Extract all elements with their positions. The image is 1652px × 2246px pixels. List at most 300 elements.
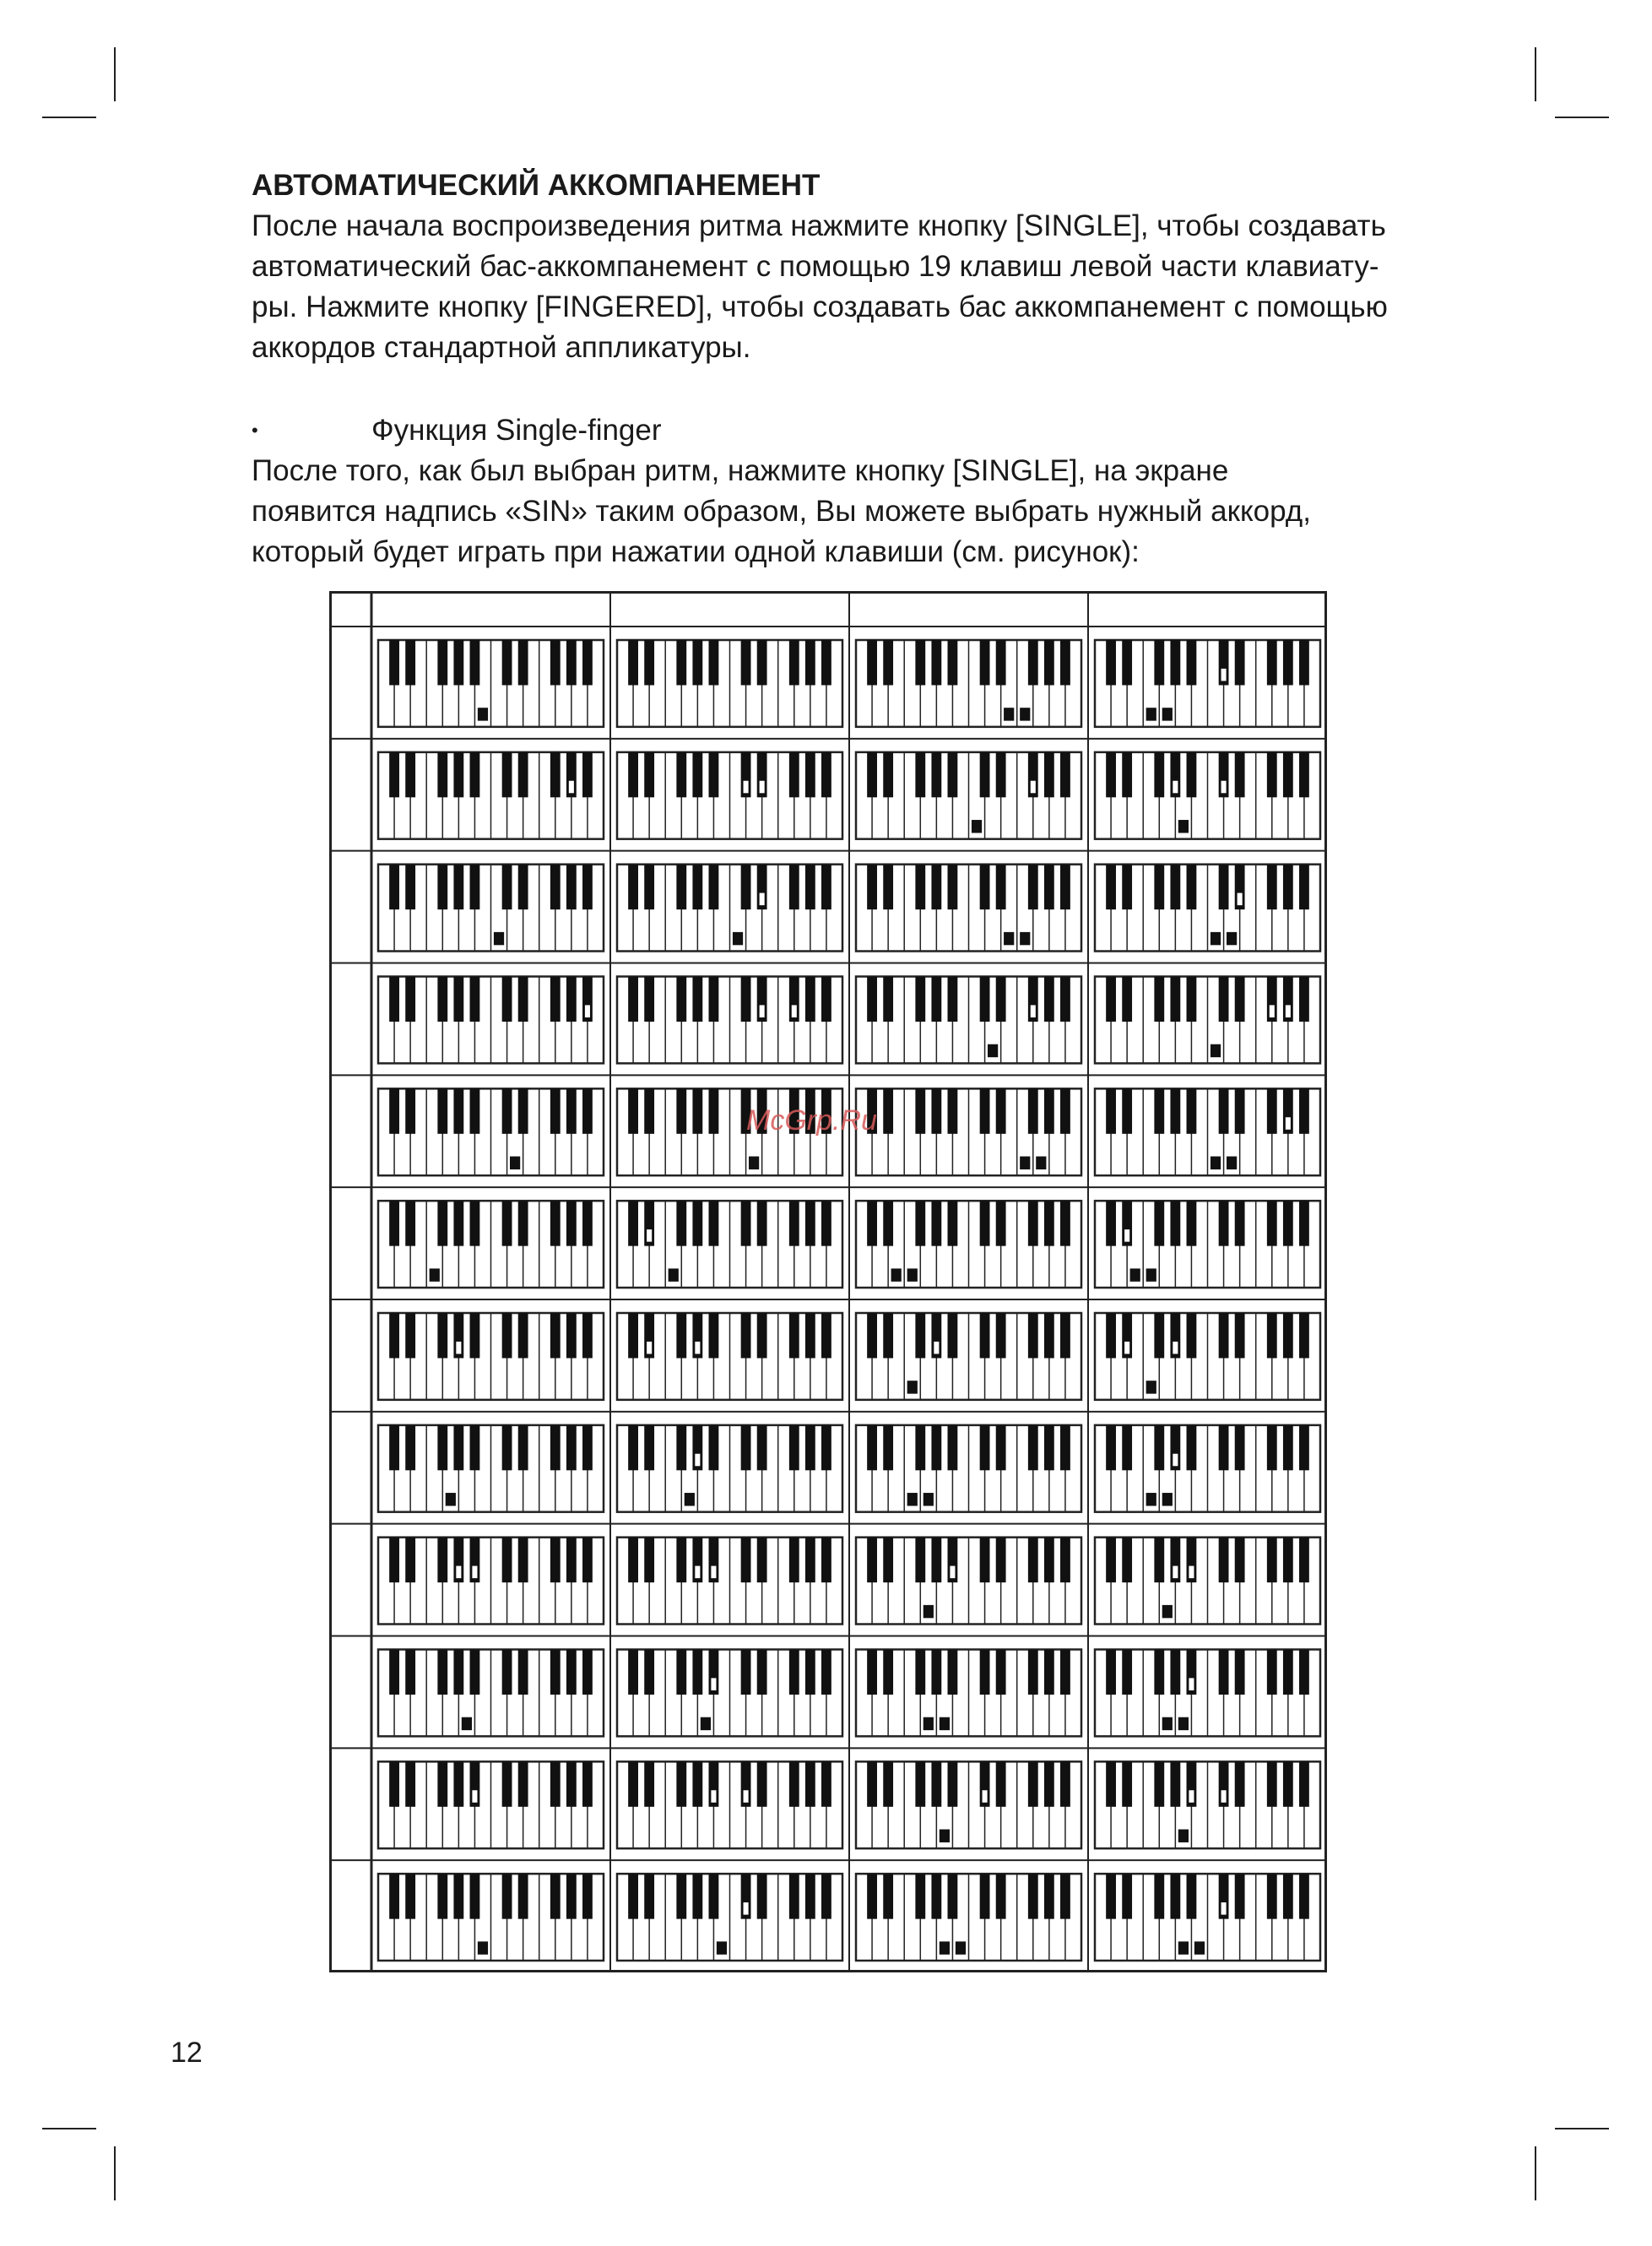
- black-key: [1267, 1425, 1277, 1470]
- black-key: [741, 1313, 751, 1358]
- black-key: [628, 1761, 638, 1806]
- black-key: [1028, 865, 1038, 909]
- black-key: [1106, 752, 1116, 797]
- pressed-white-key-marker: [462, 1717, 472, 1730]
- black-key: [1122, 752, 1132, 797]
- black-key: [709, 865, 719, 909]
- black-key: [453, 1425, 463, 1470]
- black-key: [1154, 1538, 1164, 1582]
- black-key: [1219, 865, 1229, 909]
- black-key: [502, 1874, 512, 1918]
- black-key: [883, 977, 893, 1022]
- black-key: [470, 1088, 480, 1133]
- black-key: [980, 1425, 990, 1470]
- black-key: [1154, 1425, 1164, 1470]
- black-key: [1060, 1650, 1070, 1695]
- black-key: [1060, 1088, 1070, 1133]
- black-key: [980, 640, 990, 685]
- pressed-white-key-marker: [972, 820, 982, 833]
- pressed-black-key-marker: [1173, 1453, 1179, 1467]
- keyboard-diagram: [1095, 1201, 1320, 1288]
- pressed-black-key-marker: [456, 1565, 463, 1579]
- black-key: [1299, 1650, 1309, 1695]
- keyboard-diagram: [617, 752, 842, 839]
- black-key: [709, 1088, 719, 1133]
- pressed-black-key-marker: [759, 892, 766, 906]
- black-key: [550, 1201, 561, 1245]
- black-key: [389, 1313, 399, 1358]
- black-key: [915, 640, 925, 685]
- black-key: [1187, 640, 1197, 685]
- black-key: [805, 865, 815, 909]
- page-number: 12: [171, 2037, 203, 2069]
- black-key: [741, 977, 751, 1022]
- black-key: [405, 1425, 415, 1470]
- black-key: [996, 865, 1006, 909]
- black-key: [821, 977, 831, 1022]
- pressed-white-key-marker: [1146, 1381, 1156, 1393]
- black-key: [1122, 977, 1132, 1022]
- black-key: [709, 1874, 719, 1918]
- black-key: [915, 1761, 925, 1806]
- black-key: [550, 640, 561, 685]
- black-key: [453, 752, 463, 797]
- black-key: [1106, 640, 1116, 685]
- pressed-black-key-marker: [1173, 1565, 1179, 1579]
- black-key: [502, 1761, 512, 1806]
- black-key: [883, 1201, 893, 1245]
- black-key: [883, 1088, 893, 1133]
- black-key: [692, 1088, 702, 1133]
- black-key: [915, 752, 925, 797]
- black-key: [1122, 1761, 1132, 1806]
- pressed-white-key-marker: [1178, 820, 1189, 833]
- black-key: [1060, 1201, 1070, 1245]
- pressed-black-key-marker: [1269, 1005, 1276, 1018]
- keyboard-diagram: [856, 977, 1081, 1064]
- pressed-white-key-marker: [940, 1941, 950, 1954]
- black-key: [1028, 640, 1038, 685]
- black-key: [805, 752, 815, 797]
- black-key: [1235, 1538, 1245, 1582]
- black-key: [883, 640, 893, 685]
- pressed-black-key-marker: [743, 1789, 750, 1803]
- keyboard-diagram: [617, 977, 842, 1064]
- black-key: [821, 1201, 831, 1245]
- black-key: [867, 640, 877, 685]
- black-key: [502, 640, 512, 685]
- black-key: [915, 1201, 925, 1245]
- keyboard-diagram: [856, 1761, 1081, 1848]
- black-key: [1267, 752, 1277, 797]
- black-key: [757, 1201, 767, 1245]
- black-key: [692, 1201, 702, 1245]
- black-key: [1299, 640, 1309, 685]
- black-key: [1299, 1761, 1309, 1806]
- pressed-white-key-marker: [1130, 1268, 1140, 1281]
- black-key: [789, 1761, 799, 1806]
- black-key: [1028, 1425, 1038, 1470]
- black-key: [996, 1761, 1006, 1806]
- black-key: [931, 1538, 941, 1582]
- black-key: [502, 1088, 512, 1133]
- black-key: [518, 640, 528, 685]
- black-key: [1170, 1650, 1180, 1695]
- black-key: [550, 977, 561, 1022]
- black-key: [980, 1201, 990, 1245]
- black-key: [1106, 1088, 1116, 1133]
- black-key: [453, 865, 463, 909]
- pressed-black-key-marker: [759, 780, 766, 794]
- pressed-black-key-marker: [711, 1565, 718, 1579]
- black-key: [437, 1425, 447, 1470]
- black-key: [805, 1650, 815, 1695]
- black-key: [915, 865, 925, 909]
- black-key: [805, 1313, 815, 1358]
- black-key: [518, 752, 528, 797]
- pressed-white-key-marker: [1146, 1493, 1156, 1505]
- pressed-white-key-marker: [1162, 708, 1173, 720]
- intro-line: После начала воспроизведения ритма нажмите кнопку [SINGLE], чтобы создавать: [252, 209, 1386, 242]
- black-key: [470, 1874, 480, 1918]
- pressed-black-key-marker: [743, 780, 750, 794]
- black-key: [437, 1201, 447, 1245]
- black-key: [582, 1874, 593, 1918]
- black-key: [550, 1761, 561, 1806]
- black-key: [805, 1874, 815, 1918]
- black-key: [996, 1538, 1006, 1582]
- black-key: [980, 977, 990, 1022]
- pressed-white-key-marker: [891, 1268, 902, 1281]
- black-key: [883, 1313, 893, 1358]
- black-key: [1122, 1538, 1132, 1582]
- black-key: [628, 1425, 638, 1470]
- crop-mark: [1535, 2146, 1536, 2200]
- pressed-white-key-marker: [907, 1268, 918, 1281]
- black-key: [437, 640, 447, 685]
- black-key: [502, 1313, 512, 1358]
- pressed-black-key-marker: [711, 1678, 718, 1691]
- black-key: [437, 1088, 447, 1133]
- black-key: [644, 752, 654, 797]
- black-key: [789, 1874, 799, 1918]
- black-key: [709, 640, 719, 685]
- black-key: [502, 865, 512, 909]
- black-key: [1267, 1874, 1277, 1918]
- crop-mark: [1555, 117, 1609, 118]
- black-key: [709, 1425, 719, 1470]
- black-key: [741, 640, 751, 685]
- pressed-white-key-marker: [988, 1044, 998, 1057]
- black-key: [821, 640, 831, 685]
- black-key: [1106, 977, 1116, 1022]
- pressed-white-key-marker: [1178, 1717, 1189, 1730]
- black-key: [628, 1313, 638, 1358]
- black-key: [437, 1761, 447, 1806]
- keyboard-diagram: [378, 1088, 604, 1175]
- black-key: [1106, 1650, 1116, 1695]
- black-key: [692, 865, 702, 909]
- black-key: [1187, 1874, 1197, 1918]
- black-key: [1106, 1874, 1116, 1918]
- black-key: [550, 1874, 561, 1918]
- pressed-black-key-marker: [1124, 1341, 1130, 1354]
- black-key: [1267, 1538, 1277, 1582]
- black-key: [1044, 1761, 1054, 1806]
- black-key: [821, 1650, 831, 1695]
- black-key: [405, 1874, 415, 1918]
- pressed-black-key-marker: [791, 1005, 798, 1018]
- pressed-white-key-marker: [478, 1941, 488, 1954]
- black-key: [1060, 1538, 1070, 1582]
- pressed-white-key-marker: [940, 1830, 950, 1842]
- crop-mark: [42, 2128, 96, 2129]
- black-key: [980, 752, 990, 797]
- black-key: [470, 865, 480, 909]
- black-key: [867, 977, 877, 1022]
- black-key: [1299, 1201, 1309, 1245]
- black-key: [1044, 1538, 1054, 1582]
- keyboard-diagram: [856, 1088, 1081, 1175]
- pressed-black-key-marker: [472, 1565, 479, 1579]
- black-key: [405, 1201, 415, 1245]
- black-key: [1219, 977, 1229, 1022]
- keyboard-diagram: [378, 752, 604, 839]
- black-key: [405, 1650, 415, 1695]
- keyboard-diagram: [856, 1201, 1081, 1288]
- black-key: [757, 640, 767, 685]
- black-key: [805, 1538, 815, 1582]
- black-key: [1154, 1761, 1164, 1806]
- black-key: [566, 865, 577, 909]
- black-key: [948, 1201, 958, 1245]
- black-key: [518, 1088, 528, 1133]
- pressed-black-key-marker: [1173, 1341, 1179, 1354]
- black-key: [867, 1313, 877, 1358]
- black-key: [644, 1425, 654, 1470]
- black-key: [518, 1201, 528, 1245]
- black-key: [931, 752, 941, 797]
- black-key: [502, 1425, 512, 1470]
- black-key: [389, 977, 399, 1022]
- black-key: [566, 1201, 577, 1245]
- pressed-black-key-marker: [1221, 1902, 1227, 1915]
- pressed-black-key-marker: [1221, 1789, 1227, 1803]
- black-key: [518, 1650, 528, 1695]
- black-key: [1060, 752, 1070, 797]
- pressed-white-key-marker: [1194, 1941, 1205, 1954]
- black-key: [709, 752, 719, 797]
- black-key: [582, 1538, 593, 1582]
- black-key: [1235, 977, 1245, 1022]
- pressed-black-key-marker: [646, 1229, 653, 1242]
- keyboard-diagram: [378, 1313, 604, 1400]
- black-key: [405, 1088, 415, 1133]
- black-key: [757, 1313, 767, 1358]
- black-key: [437, 1538, 447, 1582]
- pressed-black-key-marker: [695, 1565, 701, 1579]
- keyboard-diagram: [378, 1874, 604, 1961]
- black-key: [676, 1313, 686, 1358]
- pressed-white-key-marker: [1211, 932, 1221, 945]
- pressed-white-key-marker: [1004, 932, 1014, 945]
- black-key: [1044, 977, 1054, 1022]
- black-key: [518, 1761, 528, 1806]
- black-key: [1028, 1088, 1038, 1133]
- black-key: [948, 752, 958, 797]
- body-line: который будет играть при нажатии одной клавиши (см. рисунок):: [252, 535, 1140, 568]
- black-key: [948, 865, 958, 909]
- black-key: [1154, 1313, 1164, 1358]
- black-key: [741, 1538, 751, 1582]
- black-key: [628, 1538, 638, 1582]
- black-key: [1267, 865, 1277, 909]
- black-key: [676, 1425, 686, 1470]
- black-key: [566, 1874, 577, 1918]
- black-key: [996, 1088, 1006, 1133]
- black-key: [628, 1650, 638, 1695]
- black-key: [980, 1313, 990, 1358]
- black-key: [437, 1313, 447, 1358]
- black-key: [1106, 1425, 1116, 1470]
- black-key: [453, 1874, 463, 1918]
- pressed-white-key-marker: [733, 932, 743, 945]
- black-key: [1235, 640, 1245, 685]
- black-key: [582, 1088, 593, 1133]
- black-key: [405, 977, 415, 1022]
- black-key: [996, 1874, 1006, 1918]
- black-key: [1187, 865, 1197, 909]
- keyboard-diagram: [1095, 1313, 1320, 1400]
- black-key: [1283, 1874, 1293, 1918]
- black-key: [502, 752, 512, 797]
- pressed-black-key-marker: [1285, 1005, 1292, 1018]
- black-key: [1122, 1425, 1132, 1470]
- black-key: [566, 1425, 577, 1470]
- pressed-white-key-marker: [510, 1157, 520, 1169]
- black-key: [709, 1313, 719, 1358]
- black-key: [996, 752, 1006, 797]
- black-key: [1170, 1761, 1180, 1806]
- body-line: появится надпись «SIN» таким образом, Вы можете выбрать нужный аккорд,: [252, 495, 1311, 528]
- black-key: [644, 1538, 654, 1582]
- pressed-white-key-marker: [1211, 1157, 1221, 1169]
- keyboard-diagram: [378, 640, 604, 727]
- black-key: [757, 1761, 767, 1806]
- black-key: [1044, 1650, 1054, 1695]
- black-key: [1235, 1874, 1245, 1918]
- black-key: [931, 1650, 941, 1695]
- keyboard-diagram: [378, 1538, 604, 1625]
- pressed-white-key-marker: [1178, 1830, 1189, 1842]
- black-key: [1235, 1313, 1245, 1358]
- black-key: [757, 1425, 767, 1470]
- black-key: [1122, 865, 1132, 909]
- black-key: [676, 640, 686, 685]
- black-key: [996, 1201, 1006, 1245]
- black-key: [628, 1088, 638, 1133]
- black-key: [1235, 752, 1245, 797]
- black-key: [931, 865, 941, 909]
- black-key: [805, 977, 815, 1022]
- body-paragraph: [252, 451, 1501, 572]
- keyboard-diagram: [617, 1874, 842, 1961]
- section-heading: АВТОМАТИЧЕСКИЙ АККОМПАНЕМЕНТ: [252, 169, 821, 202]
- black-key: [867, 1425, 877, 1470]
- black-key: [1283, 865, 1293, 909]
- black-key: [470, 977, 480, 1022]
- black-key: [550, 1088, 561, 1133]
- black-key: [389, 1538, 399, 1582]
- black-key: [470, 752, 480, 797]
- black-key: [1154, 640, 1164, 685]
- black-key: [1060, 865, 1070, 909]
- black-key: [1044, 1874, 1054, 1918]
- black-key: [1283, 1761, 1293, 1806]
- black-key: [676, 977, 686, 1022]
- black-key: [1170, 1201, 1180, 1245]
- black-key: [1060, 640, 1070, 685]
- black-key: [883, 1874, 893, 1918]
- black-key: [518, 1538, 528, 1582]
- black-key: [453, 640, 463, 685]
- black-key: [405, 640, 415, 685]
- black-key: [1106, 865, 1116, 909]
- black-key: [1219, 1650, 1229, 1695]
- pressed-black-key-marker: [695, 1341, 701, 1354]
- black-key: [1060, 1761, 1070, 1806]
- black-key: [867, 1201, 877, 1245]
- keyboard-diagram: [617, 1538, 842, 1625]
- black-key: [1028, 1538, 1038, 1582]
- black-key: [789, 1313, 799, 1358]
- crop-mark: [114, 47, 116, 101]
- black-key: [550, 865, 561, 909]
- pressed-black-key-marker: [1221, 780, 1227, 794]
- keyboard-diagram: [856, 865, 1081, 952]
- black-key: [948, 1313, 958, 1358]
- pressed-black-key-marker: [743, 1902, 750, 1915]
- black-key: [582, 1761, 593, 1806]
- black-key: [1267, 1650, 1277, 1695]
- black-key: [741, 865, 751, 909]
- black-key: [470, 1201, 480, 1245]
- pressed-white-key-marker: [446, 1493, 456, 1505]
- pressed-black-key-marker: [1124, 1229, 1130, 1242]
- keyboard-diagram: [856, 1874, 1081, 1961]
- black-key: [915, 1538, 925, 1582]
- black-key: [1299, 1538, 1309, 1582]
- black-key: [676, 1088, 686, 1133]
- black-key: [1267, 1201, 1277, 1245]
- black-key: [709, 1201, 719, 1245]
- black-key: [931, 977, 941, 1022]
- intro-line: аккордов стандартной аппликатуры.: [252, 331, 751, 364]
- black-key: [389, 1650, 399, 1695]
- black-key: [1299, 865, 1309, 909]
- black-key: [550, 1538, 561, 1582]
- black-key: [582, 1425, 593, 1470]
- crop-mark: [114, 2146, 116, 2200]
- black-key: [1235, 1088, 1245, 1133]
- black-key: [644, 1088, 654, 1133]
- black-key: [821, 1313, 831, 1358]
- black-key: [692, 752, 702, 797]
- black-key: [1187, 1425, 1197, 1470]
- black-key: [980, 1874, 990, 1918]
- pressed-white-key-marker: [478, 708, 488, 720]
- black-key: [405, 1538, 415, 1582]
